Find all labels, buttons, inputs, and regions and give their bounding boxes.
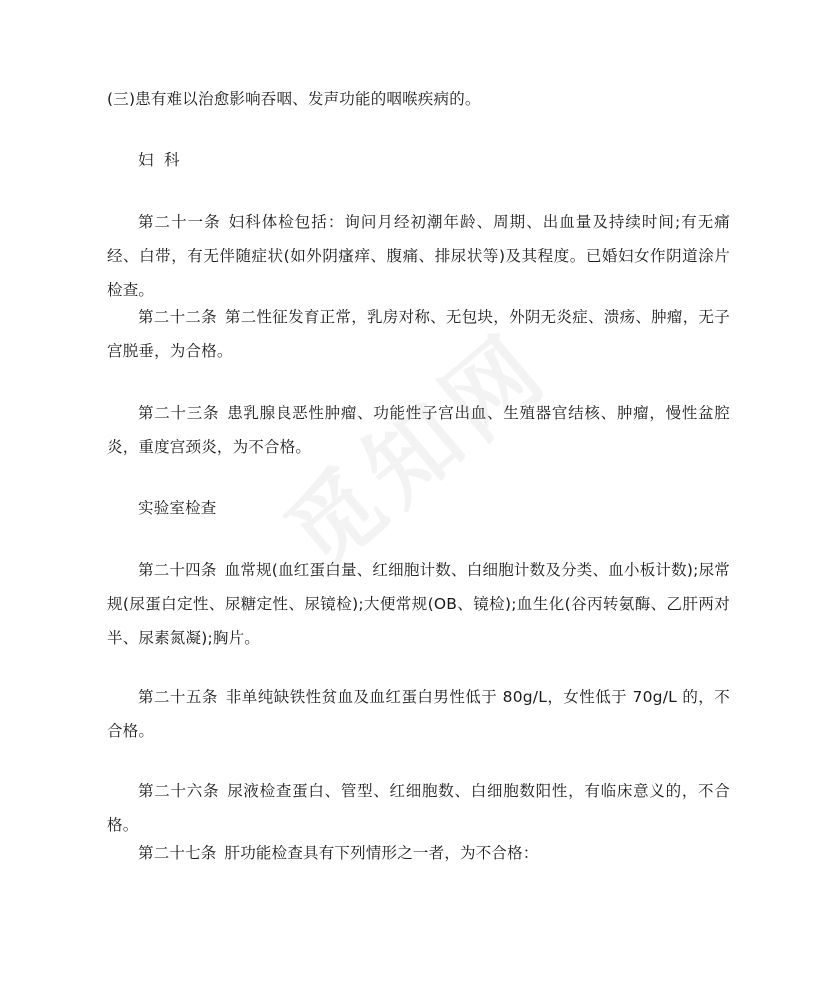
article-text: 血常规(血红蛋白量、红细胞计数、白细胞计数及分类、血小板计数);尿常规(尿蛋白定性、尿糖定性、尿镜检);大便常规(OB、镜检);血生化(谷丙转氨酶、乙肝两对半、尿素氮凝);胸片。 [107,561,730,647]
article-21 [107,205,730,307]
article-text: 非单纯缺铁性贫血及血红蛋白男性低于 80g/L，女性低于 70g/L 的，不合格。 [107,688,730,740]
article-23 [107,396,730,464]
article-25 [107,680,730,748]
section-heading-gynecology [107,143,730,177]
article-number: 第二十二条 [138,308,217,326]
article-text: 肝功能检查具有下列情形之一者，为不合格： [224,844,539,862]
article-number: 第二十五条 [138,688,218,706]
paragraph-throat-disease [107,82,730,116]
article-number: 第二十四条 [138,561,217,579]
article-text: 妇科体检包括：询问月经初潮年龄、周期、出血量及持续时间;有无痛经、白带，有无伴随症状(如外阴瘙痒、腹痛、排尿状等)及其程度。已婚妇女作阴道涂片检查。 [107,213,730,299]
section-heading-laboratory [107,491,730,525]
section-heading-text: 妇 科 [138,151,180,169]
article-number: 第二十七条 [138,844,217,862]
article-text: 患乳腺良恶性肿瘤、功能性子宫出血、生殖器官结核、肿瘤，慢性盆腔炎，重度宫颈炎，为不合格。 [107,404,730,456]
article-number: 第二十一条 [138,213,221,231]
article-number: 第二十三条 [138,404,220,422]
paragraph-text: (三)患有难以治愈影响吞咽、发声功能的咽喉疾病的。 [107,90,481,108]
article-26 [107,774,730,842]
section-heading-text: 实验室检查 [138,499,217,517]
article-text: 尿液检查蛋白、管型、红细胞数、白细胞数阳性，有临床意义的，不合格。 [107,782,730,834]
article-22 [107,300,730,368]
article-text: 第二性征发育正常，乳房对称、无包块，外阴无炎症、溃疡、肿瘤，无子宫脱垂，为合格。 [107,308,730,360]
article-27 [107,836,730,870]
article-24 [107,553,730,655]
article-number: 第二十六条 [138,782,220,800]
